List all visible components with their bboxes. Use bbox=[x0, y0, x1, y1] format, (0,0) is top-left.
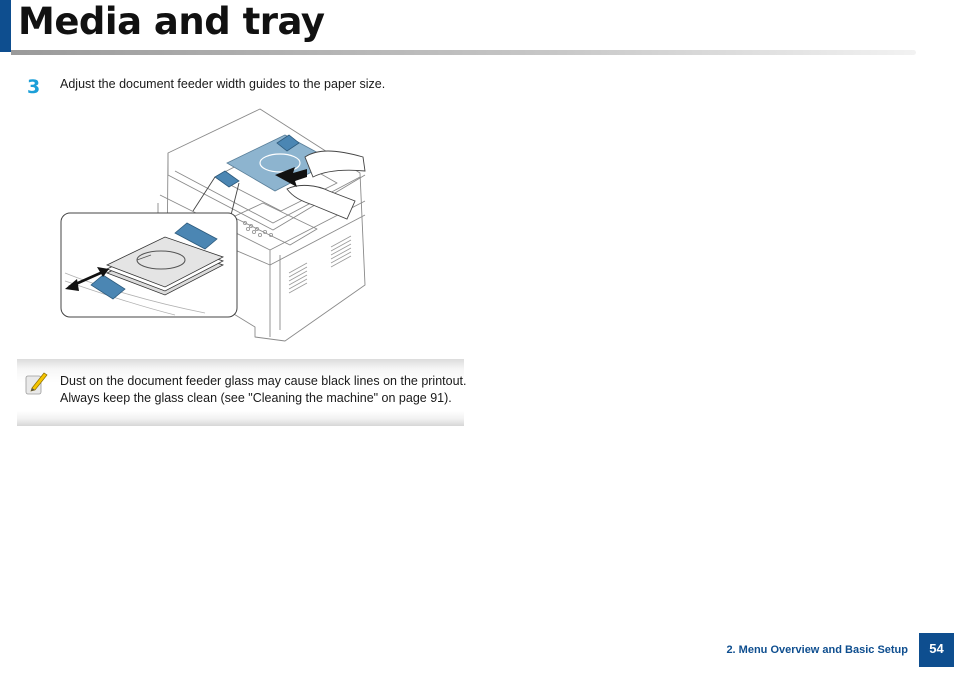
document-feeder-illustration bbox=[55, 105, 385, 345]
step-number: 3 bbox=[27, 76, 41, 98]
title-accent-bar bbox=[0, 0, 11, 52]
step-instruction: Adjust the document feeder width guides to the paper size. bbox=[60, 77, 386, 91]
page-title: Media and tray bbox=[18, 0, 325, 43]
note-line-1: Dust on the document feeder glass may cause black lines on the printout. bbox=[60, 374, 467, 388]
note-line-2: Always keep the glass clean (see "Cleaning the machine" on page 91). bbox=[60, 391, 452, 405]
note-pencil-icon bbox=[24, 370, 48, 396]
footer-page-number: 54 bbox=[919, 633, 954, 667]
note-box bbox=[17, 359, 467, 426]
footer-chapter-title: 2. Menu Overview and Basic Setup bbox=[726, 644, 908, 656]
note-text bbox=[60, 373, 466, 407]
title-divider bbox=[11, 50, 916, 55]
